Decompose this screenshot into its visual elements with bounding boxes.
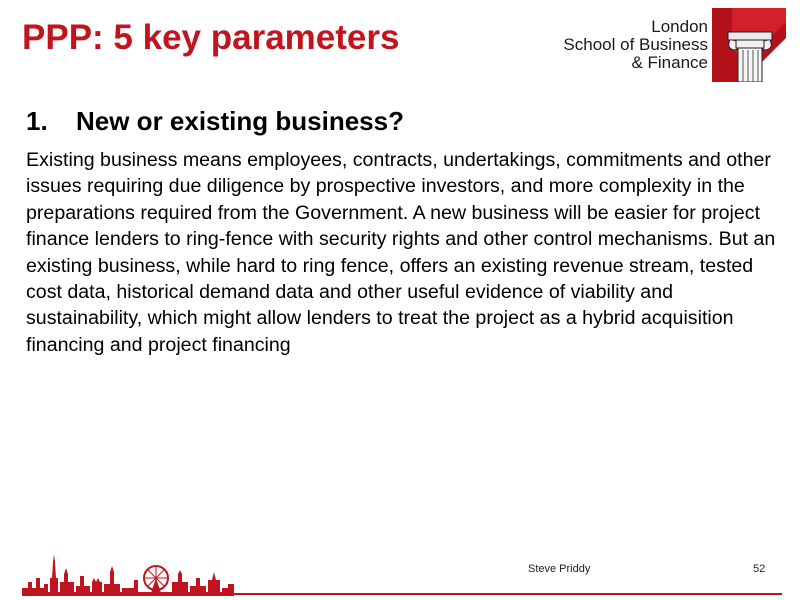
body-paragraph: Existing business means employees, contracts, undertakings, commitments and other issues requiring due diligence by prospective investors, and more complexity in the preparations required from the Government. A new business will be easier for project finance lenders to ring-fence with security rights and other control mechanisms. But an existing business, while hard to ring fence, offers an existing revenue stream, tested cost data, historical demand data and other useful evidence of viability and sustainability, which might allow lenders to treat the project as a hybrid acquisition financing and project financing [26,149,776,356]
footer-divider [22,593,782,595]
logo-text [563,18,708,72]
column-capital-icon [712,8,786,82]
school-logo [560,8,786,82]
slide-title: PPP: 5 key parameters [22,18,400,57]
london-skyline-icon [22,548,234,596]
logo-line-1: London [651,17,708,36]
logo-line-2: School of Business [563,35,708,54]
page-number: 52 [753,563,766,575]
footer-author: Steve Priddy [528,563,591,575]
section-heading [26,106,404,137]
heading-number: 1. [26,106,48,136]
logo-line-3: & Finance [631,53,708,72]
heading-text: New or existing business? [76,106,404,136]
